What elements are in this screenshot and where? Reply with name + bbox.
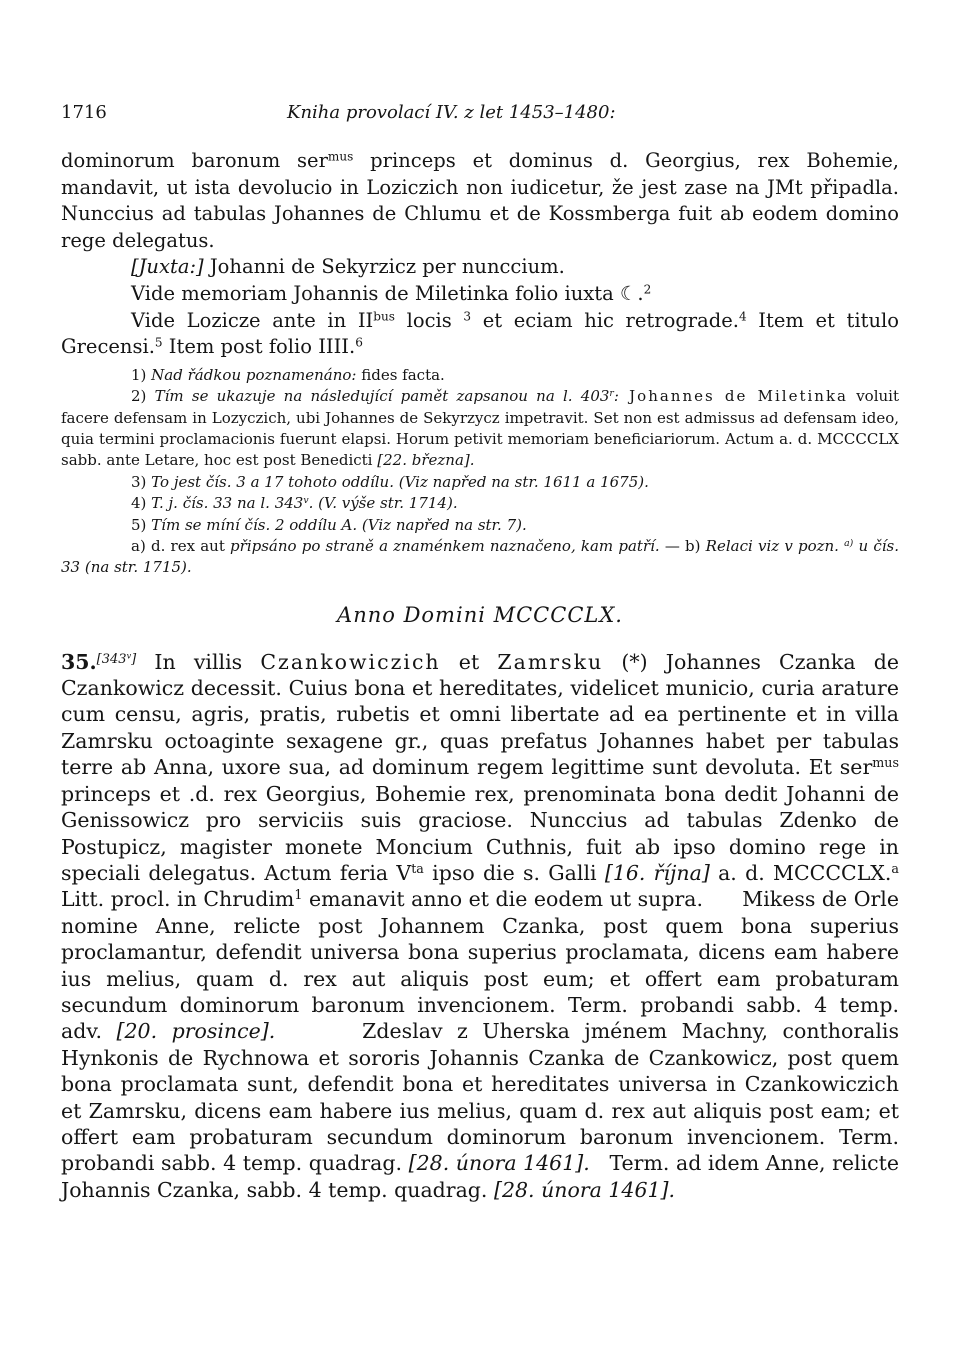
footnote-ref: 5	[154, 335, 163, 350]
text: (*) Johannes Czanka de Czankowicz decessit. Cuius bona et hereditates, videlicet municio, curia arature cum censu, agris, pratis, rubetis et omni libertate ad ea pertinente et in villa Zamrsku octoaginte sexagene gr., quas prefatus Johannes habet per tabulas terre ab Anna, uxore sua, ad dominum regem legittime sunt devoluta. Et ser	[61, 649, 899, 780]
text: Zdeslav z Uherska jménem Machny, conthoralis Hynkonis de Rychnowa et sororis Johannis Czanka de Czankowicz, post quem bona proclamata sunt, defendit bona et hereditates universa in Czankowiczich et Zamrsku, dicens eam habere ius melius, quam d. rex aut aliquis post eam; et offert eam probaturam secundum dominorum baronum invencionem. Term. probandi sabb. 4 temp. quadrag.	[61, 1019, 906, 1176]
date: [16. října]	[604, 860, 710, 885]
superscript: ta	[411, 860, 424, 876]
date: [28. února 1461].	[408, 1151, 590, 1176]
text: ipso die s. Galli	[423, 860, 605, 885]
text: Tím se míní čís. 2 oddílu A. (Viz napřed na str. 7).	[146, 515, 527, 534]
text: . (V. výše str. 1714).	[308, 494, 458, 513]
folio-ref	[97, 652, 137, 667]
text: Litt. procl. in Chrudim	[61, 887, 295, 912]
superscript: r	[609, 388, 614, 400]
page	[61, 96, 906, 1203]
date: [20. prosince].	[116, 1019, 276, 1044]
text: připsáno po straně a znaménkem naznačeno, kam patří.	[230, 537, 660, 555]
text: Vide Lozicze ante in II	[131, 308, 374, 332]
section-heading: Anno Domini MCCCCLX.	[337, 602, 623, 627]
footnote-2	[61, 386, 899, 472]
vide-paragraph	[61, 308, 899, 361]
text: emanavit anno et die eodem ut supra. Mikess de Orle nomine Anne, relicte post Johannem Czanka, post quem bona superius proclamantur, defendit universa bona superius proclamata, dicens eam habere ius melius, quam d. rex aut aliquis post eum; et offert eam probaturam secundum dominorum baronum invencionem. Term. probandi sabb. 4 temp. adv.	[61, 887, 906, 1044]
text: a. d. MCCCCLX.	[709, 860, 892, 885]
text: fides facta.	[356, 365, 445, 384]
superscript: a)	[844, 537, 854, 549]
juxta-label: [Juxta:]	[131, 255, 204, 279]
text: Relaci viz v pozn.	[700, 537, 845, 555]
footnote-ref: 4	[738, 308, 747, 323]
date: [28. února 1461].	[493, 1177, 676, 1202]
footnote-ref: 3	[463, 308, 472, 323]
text: princeps et dominus d. Georgius, rex Bohemie, mandavit, ut ista devolucio in Loziczich non iudicetur, že jest zase na JMt připadla. Nunccius ad tabulas Johannes de Chlumu et de Kossmberga fuit ab eodem domino rege delegatus.	[61, 149, 899, 252]
place-name: Zamrsku	[497, 649, 604, 674]
footnote-1	[61, 365, 899, 386]
text: Item post folio IIII.	[162, 335, 356, 359]
text: :	[613, 387, 619, 406]
text: et	[440, 649, 498, 674]
text: voluit facere defensam in Lozyczich, ubi Johannes de Sekyrzycz impetravit. Set non est admissus ad defensam ideo, quia termini proclamacionis fuerunt elapsi. Horum petivit memoriam beneficiariorum. Actum a. d. MCCCCLX sabb. ante Letare, hoc est post Benedicti	[61, 387, 899, 470]
page-number: 1716	[61, 102, 107, 123]
text: u čís. 33 (na str. 1715).	[61, 537, 900, 577]
juxta-line	[61, 254, 899, 281]
text: T. j. čís. 33 na l. 343	[146, 494, 304, 513]
footnote-ref: 1	[294, 887, 303, 903]
superscript: mus	[327, 149, 354, 164]
superscript: bus	[373, 308, 395, 323]
footnote-a-b	[61, 536, 899, 579]
dash: —	[659, 537, 686, 555]
footnote-mark: b)	[685, 537, 701, 555]
spaced-name: Johannes de Miletinka	[618, 387, 848, 406]
text: dominorum baronum ser	[61, 149, 328, 172]
text: In villis	[136, 649, 261, 674]
text: d. rex aut	[145, 537, 231, 555]
paragraph	[61, 148, 899, 254]
text: Item et titulo Grecensi.	[61, 308, 899, 359]
text: Term. ad idem Anne, relicte Johannis Czanka, sabb. 4 temp. quadrag.	[61, 1151, 906, 1202]
page-header	[61, 96, 899, 136]
footnote-ref: 6	[355, 335, 363, 350]
text: To jest čís. 3 a 17 tohoto oddílu. (Viz napřed na str. 1611 a 1675).	[146, 472, 649, 491]
entry-paragraph	[61, 647, 906, 1203]
text: Johanni de Sekyrzicz per nunccium.	[203, 255, 565, 279]
vide-line	[61, 281, 899, 308]
date: [22. března].	[377, 451, 475, 470]
text: Nad řádkou poznamenáno:	[146, 365, 357, 384]
footnote-mark: 4)	[131, 494, 147, 513]
footnote-5	[61, 515, 899, 536]
entry-number: 35.	[61, 649, 97, 674]
superscript: mus	[872, 755, 899, 771]
superscript: v	[303, 495, 309, 507]
footnote-ref: 2	[643, 282, 652, 297]
text: et eciam hic retrograde.	[471, 308, 739, 332]
continuation-text	[61, 148, 899, 361]
place-name: Czankowiczich	[260, 649, 441, 674]
footnote-4	[61, 493, 899, 514]
footnote-ref: a	[891, 860, 899, 876]
footnote-mark: 2)	[131, 387, 147, 406]
footnote-mark: 5)	[131, 515, 147, 534]
text: Vide memoriam Johannis de Miletinka folio iuxta ☾.	[131, 281, 644, 305]
footnote-3	[61, 472, 899, 493]
footnote-mark: 3)	[131, 472, 147, 491]
running-title: Kniha provolací IV. z let 1453–1480:	[287, 102, 616, 123]
footnotes	[61, 365, 899, 579]
footnote-mark: 1)	[131, 365, 147, 384]
text: [343	[96, 651, 127, 667]
text: Tím se ukazuje na následující pamět zapsanou na l. 403	[146, 387, 610, 406]
text: princeps et .d. rex Georgius, Bohemie rex, prenominata bona dedit Johanni de Genissowicz pro serviciis suis graciose. Nunccius ad tabulas Zdenko de Postupicz, magister monete Moncium Cuthnis, fuit ab ipso domino rege in speciali delegatus. Actum feria V	[61, 781, 899, 885]
text: ]	[131, 651, 137, 667]
text: locis	[394, 308, 464, 332]
superscript: v	[126, 651, 132, 661]
footnote-mark: a)	[131, 537, 146, 555]
entry-35	[61, 647, 906, 1203]
